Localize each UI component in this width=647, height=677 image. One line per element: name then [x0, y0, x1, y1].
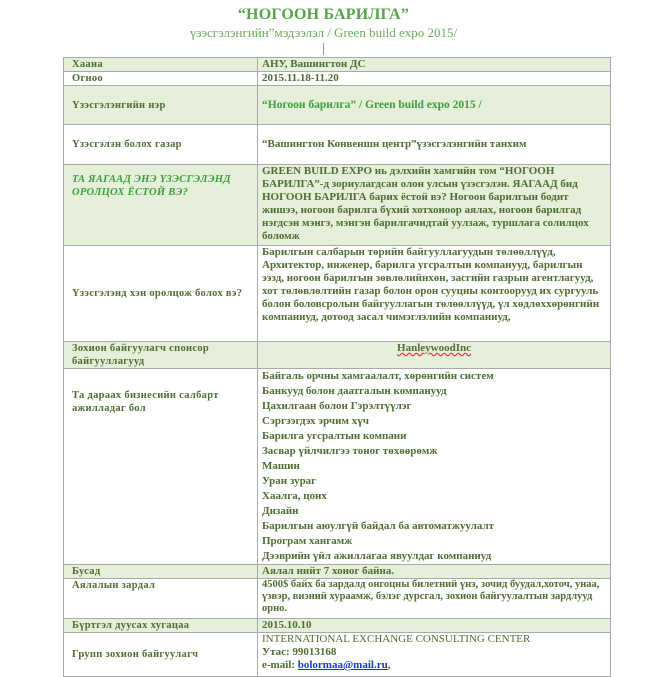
- business-list-item: Сэргээгдэх эрчим хүч: [262, 415, 369, 427]
- table-row: [64, 342, 611, 369]
- row-value-sponsor: [258, 342, 611, 369]
- why-question: ТА ЯАГААД ЭНЭ ҮЗЭСГЭЛЭНД ОРОЛЦОХ ЁСТОЙ ВЭ?: [72, 174, 231, 198]
- email-label: e-mail:: [262, 659, 295, 671]
- table-row: [64, 58, 611, 72]
- row-label-name: Үзэсгэлэнгийн нэр: [64, 86, 258, 125]
- business-list-item: Банкууд болон даатгалын компанууд: [262, 385, 447, 397]
- business-list-item: Дээврийн үйл ажиллагаа явуулдаг компаниуд: [262, 550, 492, 562]
- row-label-who: Үзэсгэлэнд хэн оролцож болох вэ?: [64, 246, 258, 342]
- row-label-organizer: Групп зохион байгуулагч: [64, 633, 258, 677]
- row-value-why: GREEN BUILD EXPO нь дэлхийн хамгийн том “НОГООН БАРИЛГА”-д зориулагдсан олон улсын үзэсгэлэн. ЯАГААД бид НОГООН БАРИЛГА барих ёстой вэ? Ногоон барилгын бодит жишээ, ногоон барилга бүхий хотхоноор аялах, ногоон барилгад нэгдсэн мэнгэ, мэнгэн барилгачидтай уулзаж, туршлага солилцох боломж: [258, 165, 611, 246]
- business-list-item: Програм хангамж: [262, 535, 353, 547]
- business-list-item: Барилгын аюулгүй байдал ба автоматжуулалт: [262, 520, 495, 532]
- organizer-phone-line: [262, 646, 606, 659]
- document-subtitle: үзэсгэлэнгийн”мэдээлэл / Green build expo 2015/: [189, 25, 458, 40]
- organizer-email-line: [262, 659, 606, 672]
- info-table: [63, 57, 611, 677]
- business-list-item: Цахилгаан болон Гэрэлтүүлэг: [262, 400, 412, 412]
- table-row: [64, 619, 611, 633]
- business-list-item: Уран зураг: [262, 475, 317, 487]
- row-label-date: Огноо: [64, 72, 258, 86]
- row-value-venue: “Вашингтон Конвеншн центр”үзэсгэлэнгийн танхим: [258, 125, 611, 165]
- business-list: [262, 369, 606, 564]
- row-value-business: [258, 369, 611, 565]
- table-row: [64, 86, 611, 125]
- table-row: [64, 369, 611, 565]
- sponsor-name: HanleywoodInc: [397, 342, 471, 354]
- table-row: [64, 633, 611, 677]
- business-list-item: Засвар үйлчилгээ тоног төхөөрөмж: [262, 445, 438, 457]
- organizer-company: INTERNATIONAL EXCHANGE CONSULTING CENTER: [262, 633, 531, 645]
- table-row: [64, 579, 611, 619]
- row-value-cost: 4500$ байх ба зардалд онгоцны билетний үнэ, зочид буудал,хоточ, унаа, үзвэр, визний хураамж, бэлэг дурсгал, зохион байгуулалтын зардлууд орно.: [258, 579, 611, 619]
- phone-label: Утас:: [262, 646, 290, 658]
- email-link[interactable]: bolormaa@mail.ru: [297, 659, 388, 671]
- row-label-venue: Үзэсгэлэн болох газар: [64, 125, 258, 165]
- row-value-name: [258, 86, 611, 125]
- row-value-who: Барилгын салбарын төрийн байгууллагуудын төлөөллүүд, Архитектор, инженер, барилга угсралтын компанууд, барилгын ээзд, ногоон барилгын зөвлөлийнхөн, засгийн газрын агентлагууд, хот төлөвлөлтийн газар болон орон сууцны контоорууд их сургууль болон боловсролын байгууллагын төлөөллүүд, үл хөдлөххөрөнгийн компаниуд, дотоод засал чимэглэлийн компаниуд,: [258, 246, 611, 342]
- row-label-duration: Бусад: [64, 565, 258, 579]
- email-suffix: ,: [387, 659, 391, 671]
- business-list-item: Дизайн: [262, 505, 299, 517]
- row-label-business: Та дараах бизнесийн салбарт ажилладаг бол: [64, 369, 258, 565]
- table-row: [64, 165, 611, 246]
- text-cursor: [323, 43, 324, 55]
- table-row: [64, 565, 611, 579]
- row-value-duration: Аялал нийт 7 хоног байна.: [258, 565, 611, 579]
- row-label-why: [64, 165, 258, 246]
- business-list-item: Хаалга, цонх: [262, 490, 327, 502]
- business-list-item: Байгаль орчны хамгаалалт, хөрөнгийн систем: [262, 370, 494, 382]
- document-title: “НОГООН БАРИЛГА”: [237, 6, 410, 23]
- row-value-date: 2015.11.18-11.20: [258, 72, 611, 86]
- row-label-country: Хаана: [64, 58, 258, 72]
- business-list-item: Машин: [262, 460, 300, 472]
- phone-number: 99013168: [292, 646, 337, 658]
- row-value-organizer: [258, 633, 611, 677]
- expo-name: “Ногоон барилга” / Green build expo 2015 /: [262, 98, 482, 111]
- table-row: [64, 246, 611, 342]
- row-value-country: АНУ, Вашингтон ДС: [258, 58, 611, 72]
- table-row: [64, 72, 611, 86]
- business-list-item: Барилга угсралтын компани: [262, 430, 407, 442]
- row-value-deadline: 2015.10.10: [258, 619, 611, 633]
- table-row: [64, 125, 611, 165]
- row-label-sponsor: Зохион байгуулагч спонсор байгууллагууд: [64, 342, 258, 369]
- row-label-deadline: Бүртгэл дуусах хугацаа: [64, 619, 258, 633]
- row-label-cost: Аялалын зардал: [64, 579, 258, 619]
